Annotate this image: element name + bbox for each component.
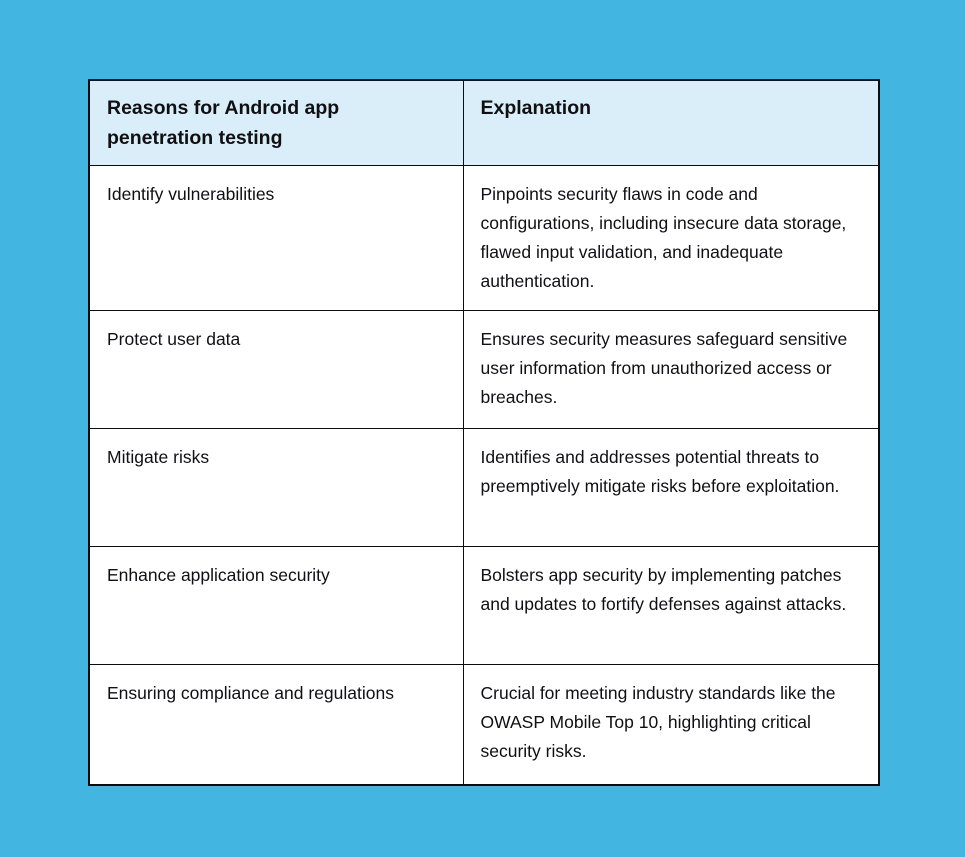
explanation-cell: Ensures security measures safeguard sensitive user information from unauthorized access or breaches. (463, 311, 879, 429)
reason-cell: Ensuring compliance and regulations (89, 665, 463, 785)
explanation-cell: Bolsters app security by implementing patches and updates to fortify defenses against attacks. (463, 547, 879, 665)
reason-cell: Mitigate risks (89, 429, 463, 547)
table-row (89, 665, 879, 785)
table-row (89, 429, 879, 547)
explanation-cell: Crucial for meeting industry standards like the OWASP Mobile Top 10, highlighting critical security risks. (463, 665, 879, 785)
table-row (89, 547, 879, 665)
header-cell-explanation: Explanation (463, 80, 879, 166)
header-cell-reasons: Reasons for Android app penetration testing (89, 80, 463, 166)
table-header-row (89, 80, 879, 166)
explanation-cell: Identifies and addresses potential threats to preemptively mitigate risks before exploitation. (463, 429, 879, 547)
reason-cell: Identify vulnerabilities (89, 166, 463, 311)
table-row (89, 166, 879, 311)
penetration-testing-reasons-table (88, 79, 880, 786)
reason-cell: Enhance application security (89, 547, 463, 665)
table-row (89, 311, 879, 429)
explanation-cell: Pinpoints security flaws in code and configurations, including insecure data storage, flawed input validation, and inadequate authentication. (463, 166, 879, 311)
reason-cell: Protect user data (89, 311, 463, 429)
